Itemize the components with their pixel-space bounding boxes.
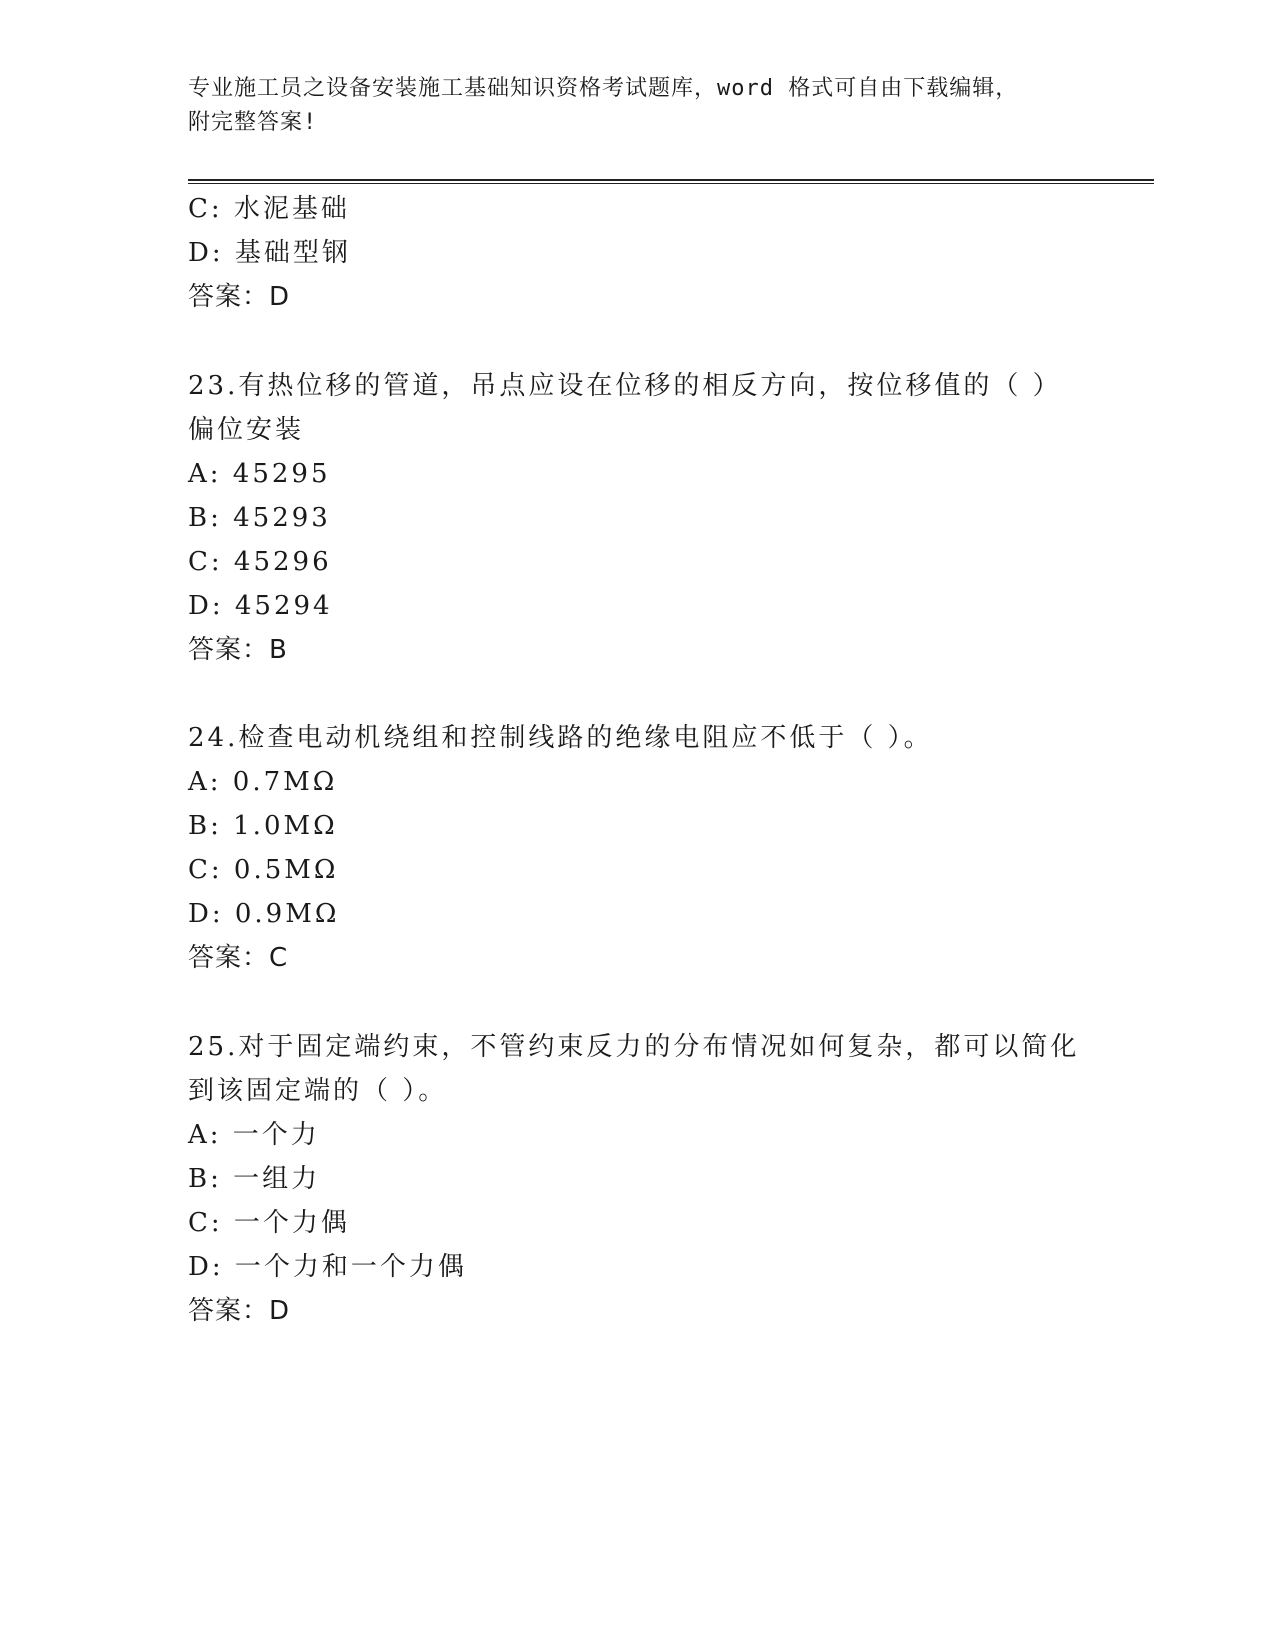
q25-option-d: D: 一个力和一个力偶 — [188, 1252, 467, 1282]
q23-option-b: B: 45293 — [188, 503, 331, 533]
q23-option-d: D: 45294 — [188, 591, 333, 621]
q24-option-a: A: 0.7MΩ — [188, 767, 338, 797]
q23-option-c: C: 45296 — [188, 547, 332, 577]
q25-stem-line-1: 25.对于固定端约束，不管约束反力的分布情况如何复杂，都可以简化 — [188, 1032, 1080, 1062]
q24-answer: 答案：C — [188, 943, 289, 973]
q24-option-b: B: 1.0MΩ — [188, 811, 338, 841]
q24-option-c: C: 0.5MΩ — [188, 855, 339, 885]
q25-option-b: B: 一组力 — [188, 1164, 321, 1194]
q23-stem-line-1: 23.有热位移的管道，吊点应设在位移的相反方向，按位移值的（ ） — [188, 371, 1062, 401]
q24-option-d: D: 0.9MΩ — [188, 899, 340, 929]
header-divider — [188, 179, 1154, 184]
q24-stem-line-1: 24.检查电动机绕组和控制线路的绝缘电阻应不低于（ ）。 — [188, 723, 933, 753]
q23-option-a: A: 45295 — [188, 459, 331, 489]
header-line-1: 专业施工员之设备安装施工基础知识资格考试题库，word 格式可自由下载编辑， — [188, 76, 1019, 101]
q25-stem-line-2: 到该固定端的（ ）。 — [188, 1076, 448, 1106]
q23-stem-line-2: 偏位安装 — [188, 415, 305, 445]
q25-answer: 答案：D — [188, 1296, 291, 1326]
header-line-2: 附完整答案! — [188, 110, 318, 135]
prev-answer: 答案：D — [188, 282, 291, 312]
prev-option-c: C: 水泥基础 — [188, 194, 350, 224]
q25-option-c: C: 一个力偶 — [188, 1208, 350, 1238]
prev-option-d: D: 基础型钢 — [188, 238, 351, 268]
q23-answer: 答案：B — [188, 635, 288, 665]
q25-option-a: A: 一个力 — [188, 1120, 320, 1150]
page-header — [188, 72, 1088, 140]
